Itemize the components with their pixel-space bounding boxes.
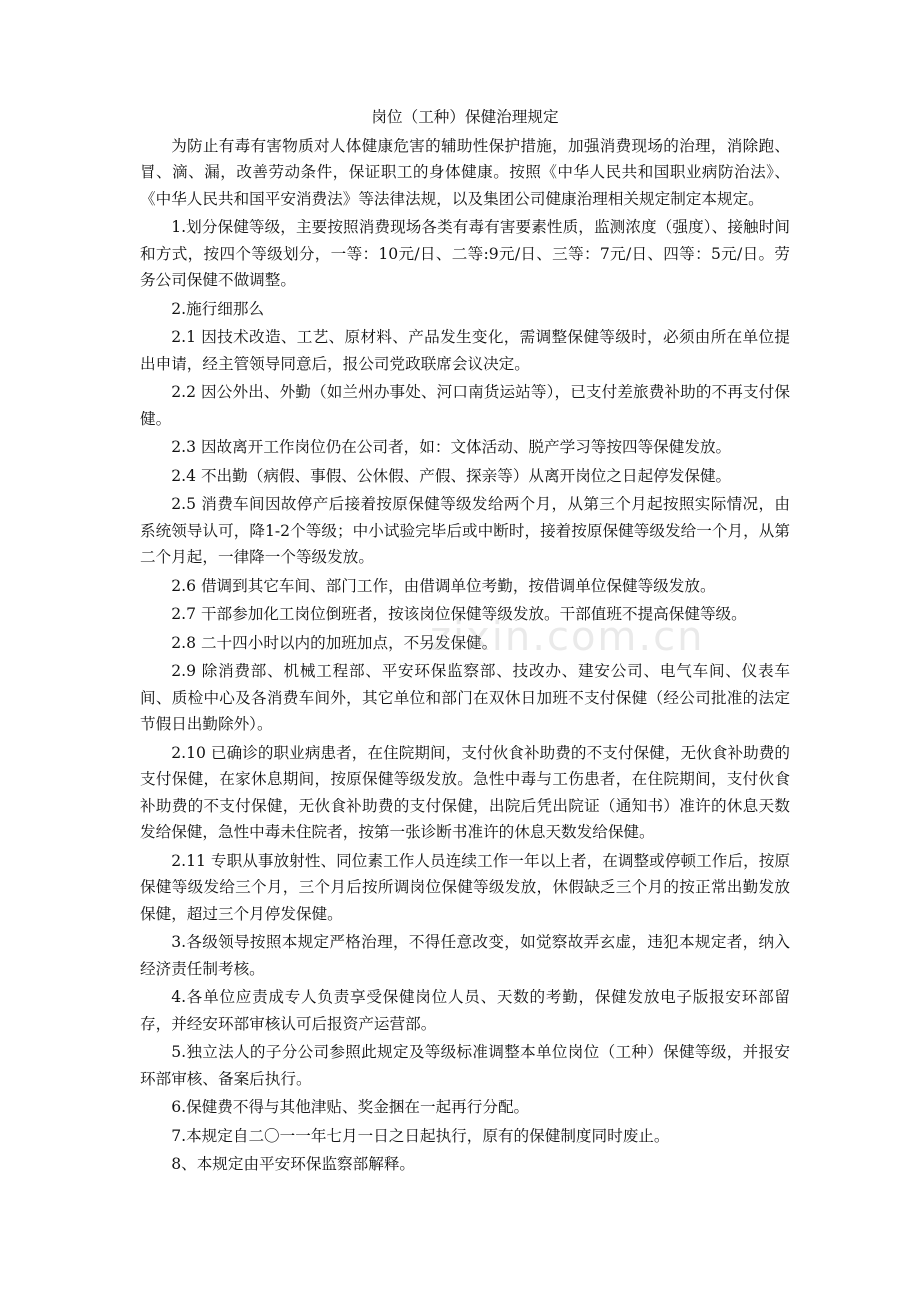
clause-2-8: 2.8 二十四小时以内的加班加点，不另发保健。 [171, 633, 498, 652]
clause-2-2: 2.2 因公外出、外勤（如兰州办事处、河口南货运站等），已支付差旅费补助的不再支付保健。 [140, 383, 790, 428]
clause-2-heading: 2.施行细那么 [171, 299, 265, 318]
watermark: zixin.com.cn [430, 614, 705, 660]
intro-paragraph: 为防止有毒有害物质对人体健康危害的辅助性保护措施，加强消费现场的治理，消除跑、冒、滴、漏，改善劳动条件，保证职工的身体健康。按照《中华人民共和国职业病防治法》、《中华人民共和国平安消费法》等法律法规，以及集团公司健康治理相关规定制定本规定。 [140, 136, 790, 208]
clause-2-10: 2.10 已确诊的职业病患者，在住院期间，支付伙食补助费的不支付保健，无伙食补助费的支付保健，在家休息期间，按原保健等级发放。急性中毒与工伤患者，在住院期间，支付伙食补助费的不支付保健，无伙食补助费的支付保健，出院后凭出院证（通知书）准许的休息天数发给保健，急性中毒未住院者，按第一张诊断书准许的休息天数发给保健。 [140, 743, 790, 841]
document-title: 岗位（工种）保健治理规定 [371, 108, 559, 126]
clause-8: 8、本规定由平安环保监察部解释。 [171, 1155, 416, 1173]
clause-2-11: 2.11 专职从事放射性、同位素工作人员连续工作一年以上者，在调整或停顿工作后，按原保健等级发给三个月，三个月后按所调岗位保健等级发放，休假缺乏三个月的按正常出勤发放保健，超过三个月停发保健。 [140, 851, 790, 923]
clause-2-6: 2.6 借调到其它车间、部门工作，由借调单位考勤，按借调单位保健等级发放。 [171, 576, 716, 595]
clause-2-9: 2.9 除消费部、机械工程部、平安环保监察部、技改办、建安公司、电气车间、仪表车间、质检中心及各消费车间外，其它单位和部门在双休日加班不支付保健（经公司批准的法定节假日出勤除外）。 [140, 662, 790, 733]
clause-3: 3.各级领导按照本规定严格治理，不得任意改变，如觉察故弄玄虚，违犯本规定者，纳入经济责任制考核。 [140, 933, 790, 978]
clause-7: 7.本规定自二〇一一年七月一日之日起执行，原有的保健制度同时废止。 [171, 1126, 670, 1145]
clause-2-7: 2.7 干部参加化工岗位倒班者，按该岗位保健等级发放。干部值班不提高保健等级。 [171, 605, 747, 623]
clause-1-grading: 1.划分保健等级，主要按照消费现场各类有毒有害要素性质，监测浓度（强度）、接触时间和方式，按四个等级划分，一等：10元/日、二等:9元/日、三等：7元/日、四等：5元/日。劳务公司保健不做调整。 [140, 218, 790, 289]
clause-2-3: 2.3 因故离开工作岗位仍在公司者，如：文体活动、脱产学习等按四等保健发放。 [171, 438, 732, 456]
clause-4: 4.各单位应责成专人负责享受保健岗位人员、天数的考勤，保健发放电子版报安环部留存，并经安环部审核认可后报资产运营部。 [140, 988, 790, 1033]
clause-2-1: 2.1 因技术改造、工艺、原材料、产品发生变化，需调整保健等级时，必须由所在单位提出申请，经主管领导同意后，报公司党政联席会议决定。 [140, 328, 790, 373]
clause-2-5: 2.5 消费车间因故停产后接着按原保健等级发给两个月，从第三个月起按照实际情况，由系统领导认可，降1-2个等级；中小试验完毕后或中断时，接着按原保健等级发给一个月，从第二个月起，一律降一个等级发放。 [140, 495, 790, 566]
document-page [140, 104, 790, 1180]
clause-6: 6.保健费不得与其他津贴、奖金捆在一起再行分配。 [171, 1098, 530, 1116]
clause-5: 5.独立法人的子分公司参照此规定及等级标准调整本单位岗位（工种）保健等级，并报安环部审核、备案后执行。 [140, 1043, 790, 1088]
clause-2-4: 2.4 不出勤（病假、事假、公休假、产假、探亲等）从离开岗位之日起停发保健。 [171, 466, 732, 485]
